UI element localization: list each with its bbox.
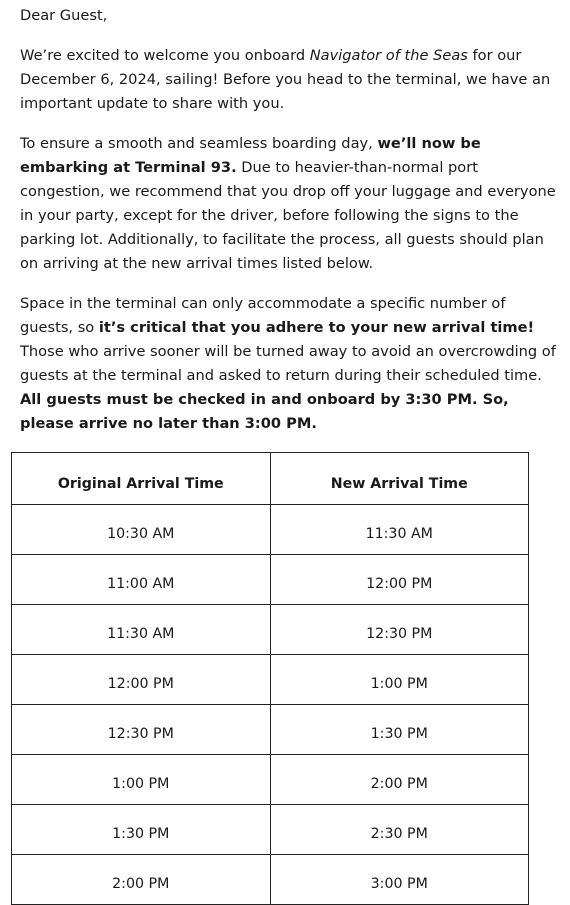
table-row — [12, 655, 529, 705]
terminal-text: To ensure a smooth and seamless boarding day, — [20, 135, 378, 152]
header-new-time: New Arrival Time — [270, 453, 529, 505]
arrival-time-table — [11, 452, 529, 905]
new-time-cell: 12:00 PM — [270, 555, 529, 605]
table-row — [12, 755, 529, 805]
original-time-cell: 11:30 AM — [12, 605, 271, 655]
original-time-cell: 1:00 PM — [12, 755, 271, 805]
new-time-cell: 1:00 PM — [270, 655, 529, 705]
original-time-cell: 2:00 PM — [12, 855, 271, 905]
table-header-row — [12, 453, 529, 505]
intro-text: We’re excited to welcome you onboard — [20, 47, 310, 64]
new-time-cell: 3:00 PM — [270, 855, 529, 905]
new-time-cell: 12:30 PM — [270, 605, 529, 655]
original-time-cell: 11:00 AM — [12, 555, 271, 605]
terminal-text-cont: Due to heavier-than-normal port congestion, we recommend that you drop off your luggage and everyone in your party, except for the driver, before following the signs to the parking lot. Additionally, to facilitate the process, all guests should plan on arriving at the new arrival times listed below. — [20, 159, 556, 272]
original-time-cell: 10:30 AM — [12, 505, 271, 555]
terminal-paragraph — [20, 132, 556, 276]
table-row — [12, 855, 529, 905]
table-row — [12, 805, 529, 855]
terminal-highlight: we’ll now be embarking at Terminal 93. — [20, 135, 481, 176]
new-time-cell: 2:00 PM — [270, 755, 529, 805]
arrival-text-cont: Those who arrive sooner will be turned away to avoid an overcrowding of guests at the terminal and asked to return during their scheduled time. — [20, 343, 556, 384]
arrival-paragraph — [20, 292, 556, 436]
arrival-text: Space in the terminal can only accommodate a specific number of guests, so — [20, 295, 506, 336]
header-original-time: Original Arrival Time — [12, 453, 271, 505]
greeting: Dear Guest, — [20, 7, 108, 24]
table-row — [12, 505, 529, 555]
table-row — [12, 555, 529, 605]
new-time-cell: 2:30 PM — [270, 805, 529, 855]
intro-paragraph — [20, 44, 556, 116]
checkin-deadline: All guests must be checked in and onboard by 3:30 PM. So, please arrive no later than 3:00 PM. — [20, 391, 509, 432]
original-time-cell: 12:00 PM — [12, 655, 271, 705]
table-row — [12, 605, 529, 655]
ship-name: Navigator of the Seas — [309, 47, 468, 64]
original-time-cell: 12:30 PM — [12, 705, 271, 755]
table-row — [12, 705, 529, 755]
new-time-cell: 11:30 AM — [270, 505, 529, 555]
email-body — [0, 0, 570, 436]
new-time-cell: 1:30 PM — [270, 705, 529, 755]
original-time-cell: 1:30 PM — [12, 805, 271, 855]
intro-text-cont: for our December 6, 2024, sailing! Before you head to the terminal, we have an important update to share with you. — [20, 47, 551, 112]
arrival-highlight: it’s critical that you adhere to your new arrival time! — [98, 319, 535, 336]
